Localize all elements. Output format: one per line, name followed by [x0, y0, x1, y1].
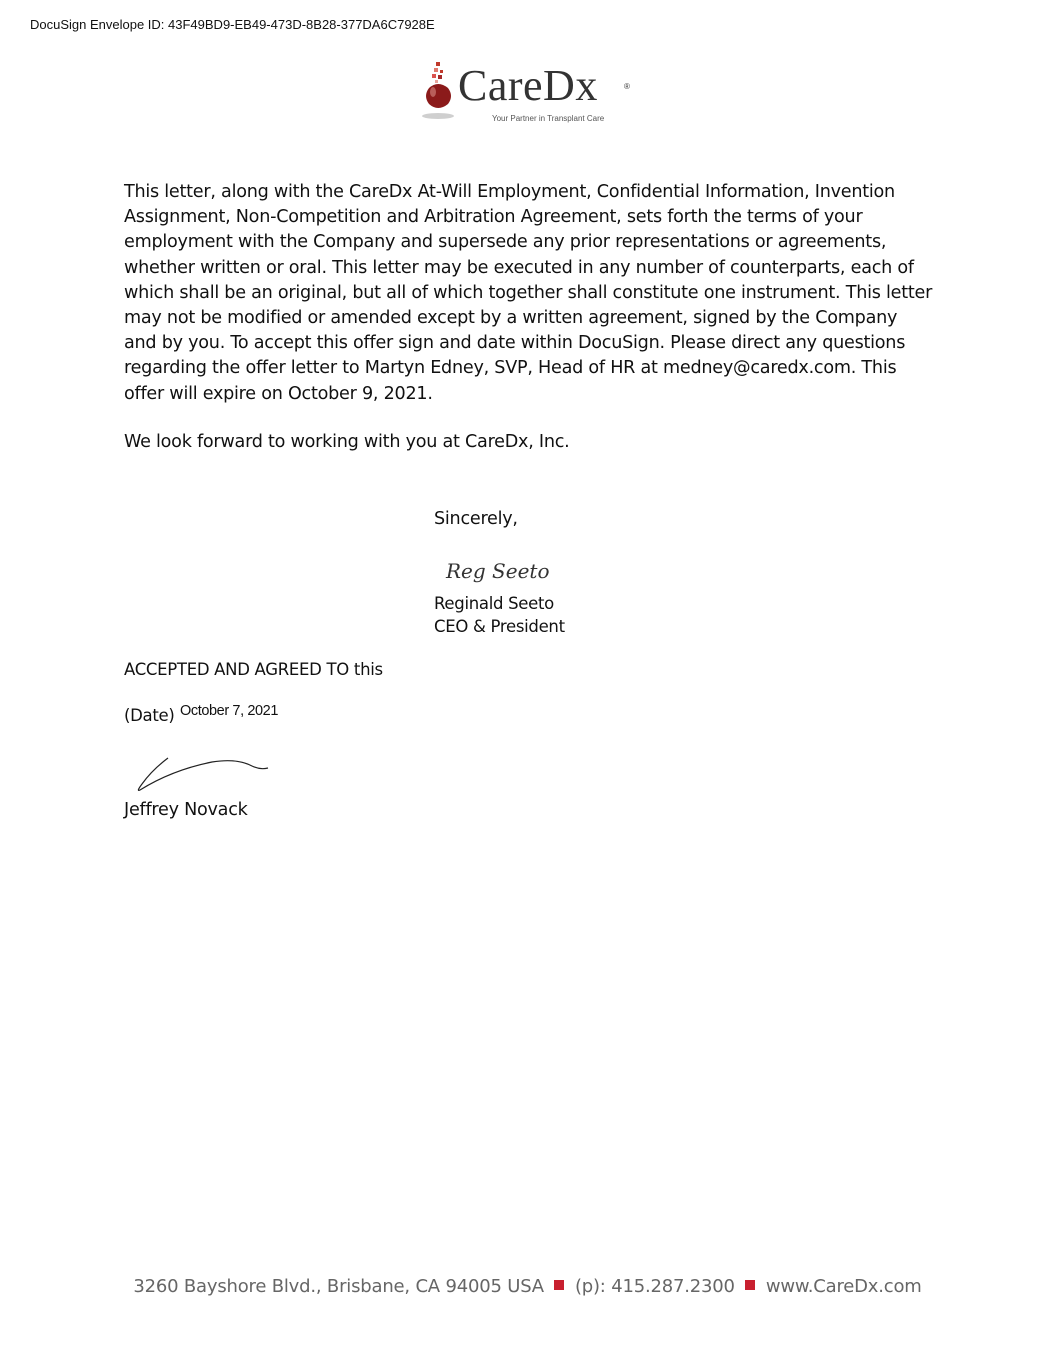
- acceptor-signature: [132, 752, 272, 798]
- docusign-envelope-id: DocuSign Envelope ID: 43F49BD9-EB49-473D-8B28-377DA6C7928E: [30, 17, 435, 32]
- letterhead-footer: [0, 1276, 1055, 1297]
- ceo-signature-text: Reg Seeto: [446, 559, 550, 583]
- footer-website: www.CareDx.com: [765, 1276, 922, 1297]
- caredx-drop-icon: [420, 58, 460, 122]
- valediction: Sincerely,: [434, 509, 518, 529]
- logo-registered-mark: ®: [624, 82, 630, 91]
- signer-name: Reginald Seeto: [434, 594, 554, 613]
- letter-body: This letter, along with the CareDx At-Will Employment, Confidential Information, Invention Assignment, Non-Competition and Arbitration Agreement, sets forth the terms of your employment with the Company and supersede any prior representations or agreements, whether written or oral. This letter may be executed in any number of counterparts, each of which shall be an original, but all of which together shall constitute one instrument. This letter may not be modified or amended except by a written agreement, signed by the Company and by you. To accept this offer sign and date within DocuSign. Please direct any questions regarding the offer letter to Martyn Edney, SVP, Head of HR at medney@caredx.com. This offer will expire on October 9, 2021.: [124, 182, 933, 404]
- signer-title: CEO & President: [434, 617, 565, 636]
- logo-tagline: Your Partner in Transplant Care: [492, 114, 605, 123]
- ceo-signature: [440, 552, 560, 592]
- footer-separator-icon: [554, 1280, 564, 1290]
- letter-closing: We look forward to working with you at CareDx, Inc.: [124, 432, 570, 452]
- footer-phone: (p): 415.287.2300: [574, 1276, 735, 1297]
- footer-separator-icon: [745, 1280, 755, 1290]
- accepted-label: ACCEPTED AND AGREED TO this: [124, 660, 383, 679]
- footer-address: 3260 Bayshore Blvd., Brisbane, CA 94005 USA: [133, 1276, 544, 1297]
- acceptor-name: Jeffrey Novack: [124, 800, 248, 820]
- date-value: October 7, 2021: [180, 703, 278, 719]
- caredx-logo: [420, 58, 640, 128]
- date-label: (Date): [124, 706, 175, 725]
- logo-wordmark: CareDx: [458, 61, 598, 110]
